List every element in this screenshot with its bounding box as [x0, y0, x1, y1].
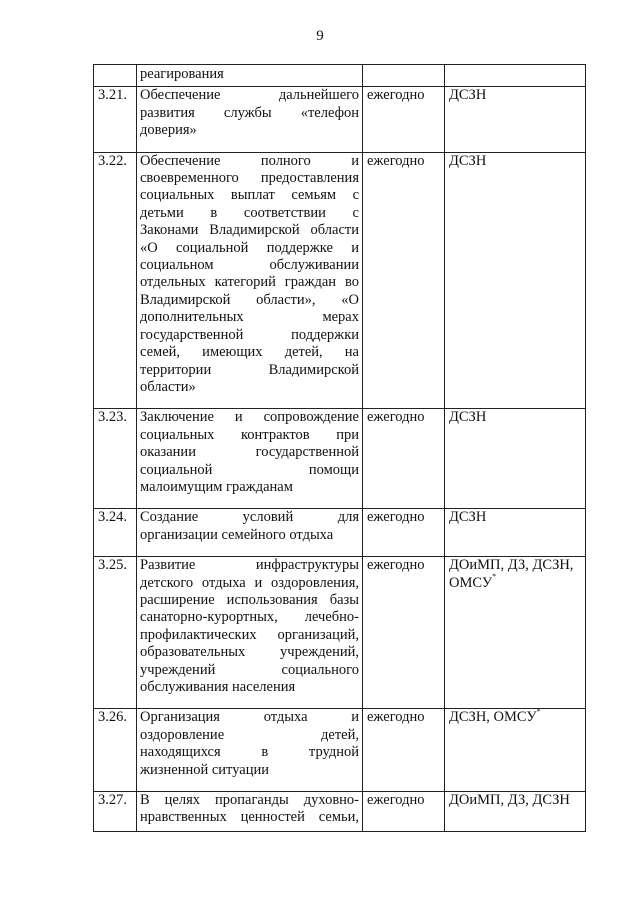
item-number: 3.26.	[94, 709, 137, 792]
description-line: своевременного предоставления	[140, 170, 359, 187]
description-line: области»	[140, 378, 196, 395]
description-line: В целях пропаганды духовно-	[140, 792, 359, 809]
responsible-text: ДСЗН	[449, 509, 487, 526]
responsible-text: ДСЗН, ОМСУ	[449, 709, 537, 726]
description-line: социальном обслуживании	[140, 257, 359, 274]
footnote-mark: *	[536, 706, 541, 716]
table-row	[94, 152, 586, 409]
responsible-text: ДСЗН	[449, 152, 487, 169]
description-line: Создание условий для	[140, 509, 359, 526]
description-line: доверия»	[140, 122, 197, 139]
page-number: 9	[316, 28, 324, 44]
item-description	[137, 792, 363, 832]
measures-table	[93, 64, 586, 832]
description-line: нравственных ценностей семьи,	[140, 809, 359, 826]
table-row	[94, 557, 586, 709]
responsible-text: ДСЗН	[449, 87, 487, 104]
description-line: образовательных учреждений,	[140, 644, 359, 661]
table-row	[94, 87, 586, 152]
item-responsible	[445, 409, 586, 509]
item-responsible	[445, 65, 586, 87]
table-row	[94, 509, 586, 557]
item-number	[94, 65, 137, 87]
item-description	[137, 87, 363, 152]
item-responsible	[445, 706, 586, 792]
description-line: детского отдыха и оздоровления,	[140, 574, 359, 591]
item-term: ежегодно	[363, 152, 445, 409]
description-line: оздоровление детей,	[140, 726, 359, 743]
description-line: социальной помощи	[140, 461, 359, 478]
description-line: профилактических организаций,	[140, 626, 359, 643]
description-line: государственной поддержки	[140, 326, 359, 343]
description-line: Обеспечение полного и	[140, 152, 359, 169]
item-term: ежегодно	[363, 792, 445, 832]
item-number: 3.23.	[94, 409, 137, 509]
description-line: оказании государственной	[140, 444, 359, 461]
item-term	[363, 65, 445, 87]
item-description	[137, 557, 363, 709]
description-line: Развитие инфраструктуры	[140, 557, 359, 574]
description-line: «О социальной поддержке и	[140, 239, 359, 256]
description-line: развития службы «телефон	[140, 104, 359, 121]
item-number: 3.25.	[94, 557, 137, 709]
item-description	[137, 709, 363, 792]
description-line: отдельных категорий граждан во	[140, 274, 359, 291]
item-number: 3.21.	[94, 87, 137, 152]
description-line: жизненной ситуации	[140, 761, 269, 778]
description-line: семей, имеющих детей, на	[140, 344, 359, 361]
description-line: расширение использования базы	[140, 591, 359, 608]
description-line: обслуживания населения	[140, 679, 296, 695]
description-line: Заключение и сопровождение	[140, 409, 359, 426]
item-responsible	[445, 557, 586, 709]
item-description	[137, 509, 363, 557]
item-responsible	[445, 152, 586, 409]
item-term: ежегодно	[363, 87, 445, 152]
item-number: 3.24.	[94, 509, 137, 557]
description-line: Организация отдыха и	[140, 709, 359, 726]
table-row	[94, 409, 586, 509]
responsible-text: ДОиМП, ДЗ, ДСЗН	[449, 792, 570, 809]
responsible-text: ДСЗН	[449, 409, 487, 426]
item-responsible	[445, 509, 586, 557]
item-term: ежегодно	[363, 709, 445, 792]
item-number: 3.22.	[94, 152, 137, 409]
description-line: Обеспечение дальнейшего	[140, 87, 359, 104]
responsible-text: ДОиМП, ДЗ, ДСЗН, ОМСУ	[449, 557, 574, 591]
description-line: организации семейного отдыха	[140, 526, 334, 543]
item-number: 3.27.	[94, 792, 137, 832]
table-row	[94, 709, 586, 792]
item-description	[137, 152, 363, 409]
description-line: территории Владимирской	[140, 361, 359, 378]
description-line: дополнительных мерах	[140, 309, 359, 326]
description-line: Владимирской области», «О	[140, 291, 359, 308]
item-description	[137, 409, 363, 509]
item-term: ежегодно	[363, 509, 445, 557]
item-term: ежегодно	[363, 409, 445, 509]
table-body	[94, 65, 586, 832]
description-line: находящихся в трудной	[140, 744, 359, 761]
item-responsible	[445, 792, 586, 832]
table-row	[94, 65, 586, 87]
description-line: малоимущим гражданам	[140, 478, 293, 495]
description-line: социальных выплат семьям с	[140, 187, 359, 204]
description-line: санаторно-курортных, лечебно-	[140, 609, 359, 626]
item-responsible	[445, 87, 586, 152]
item-description	[137, 65, 363, 87]
description-line: учреждений социального	[140, 661, 359, 678]
description-line: социальных контрактов при	[140, 426, 359, 443]
footnote-mark: *	[492, 571, 497, 581]
item-term: ежегодно	[363, 557, 445, 709]
description-line: детьми в соответствии с	[140, 204, 359, 221]
description-line: Законами Владимирской области	[140, 222, 359, 239]
description-line: реагирования	[140, 66, 224, 82]
table-row	[94, 792, 586, 832]
